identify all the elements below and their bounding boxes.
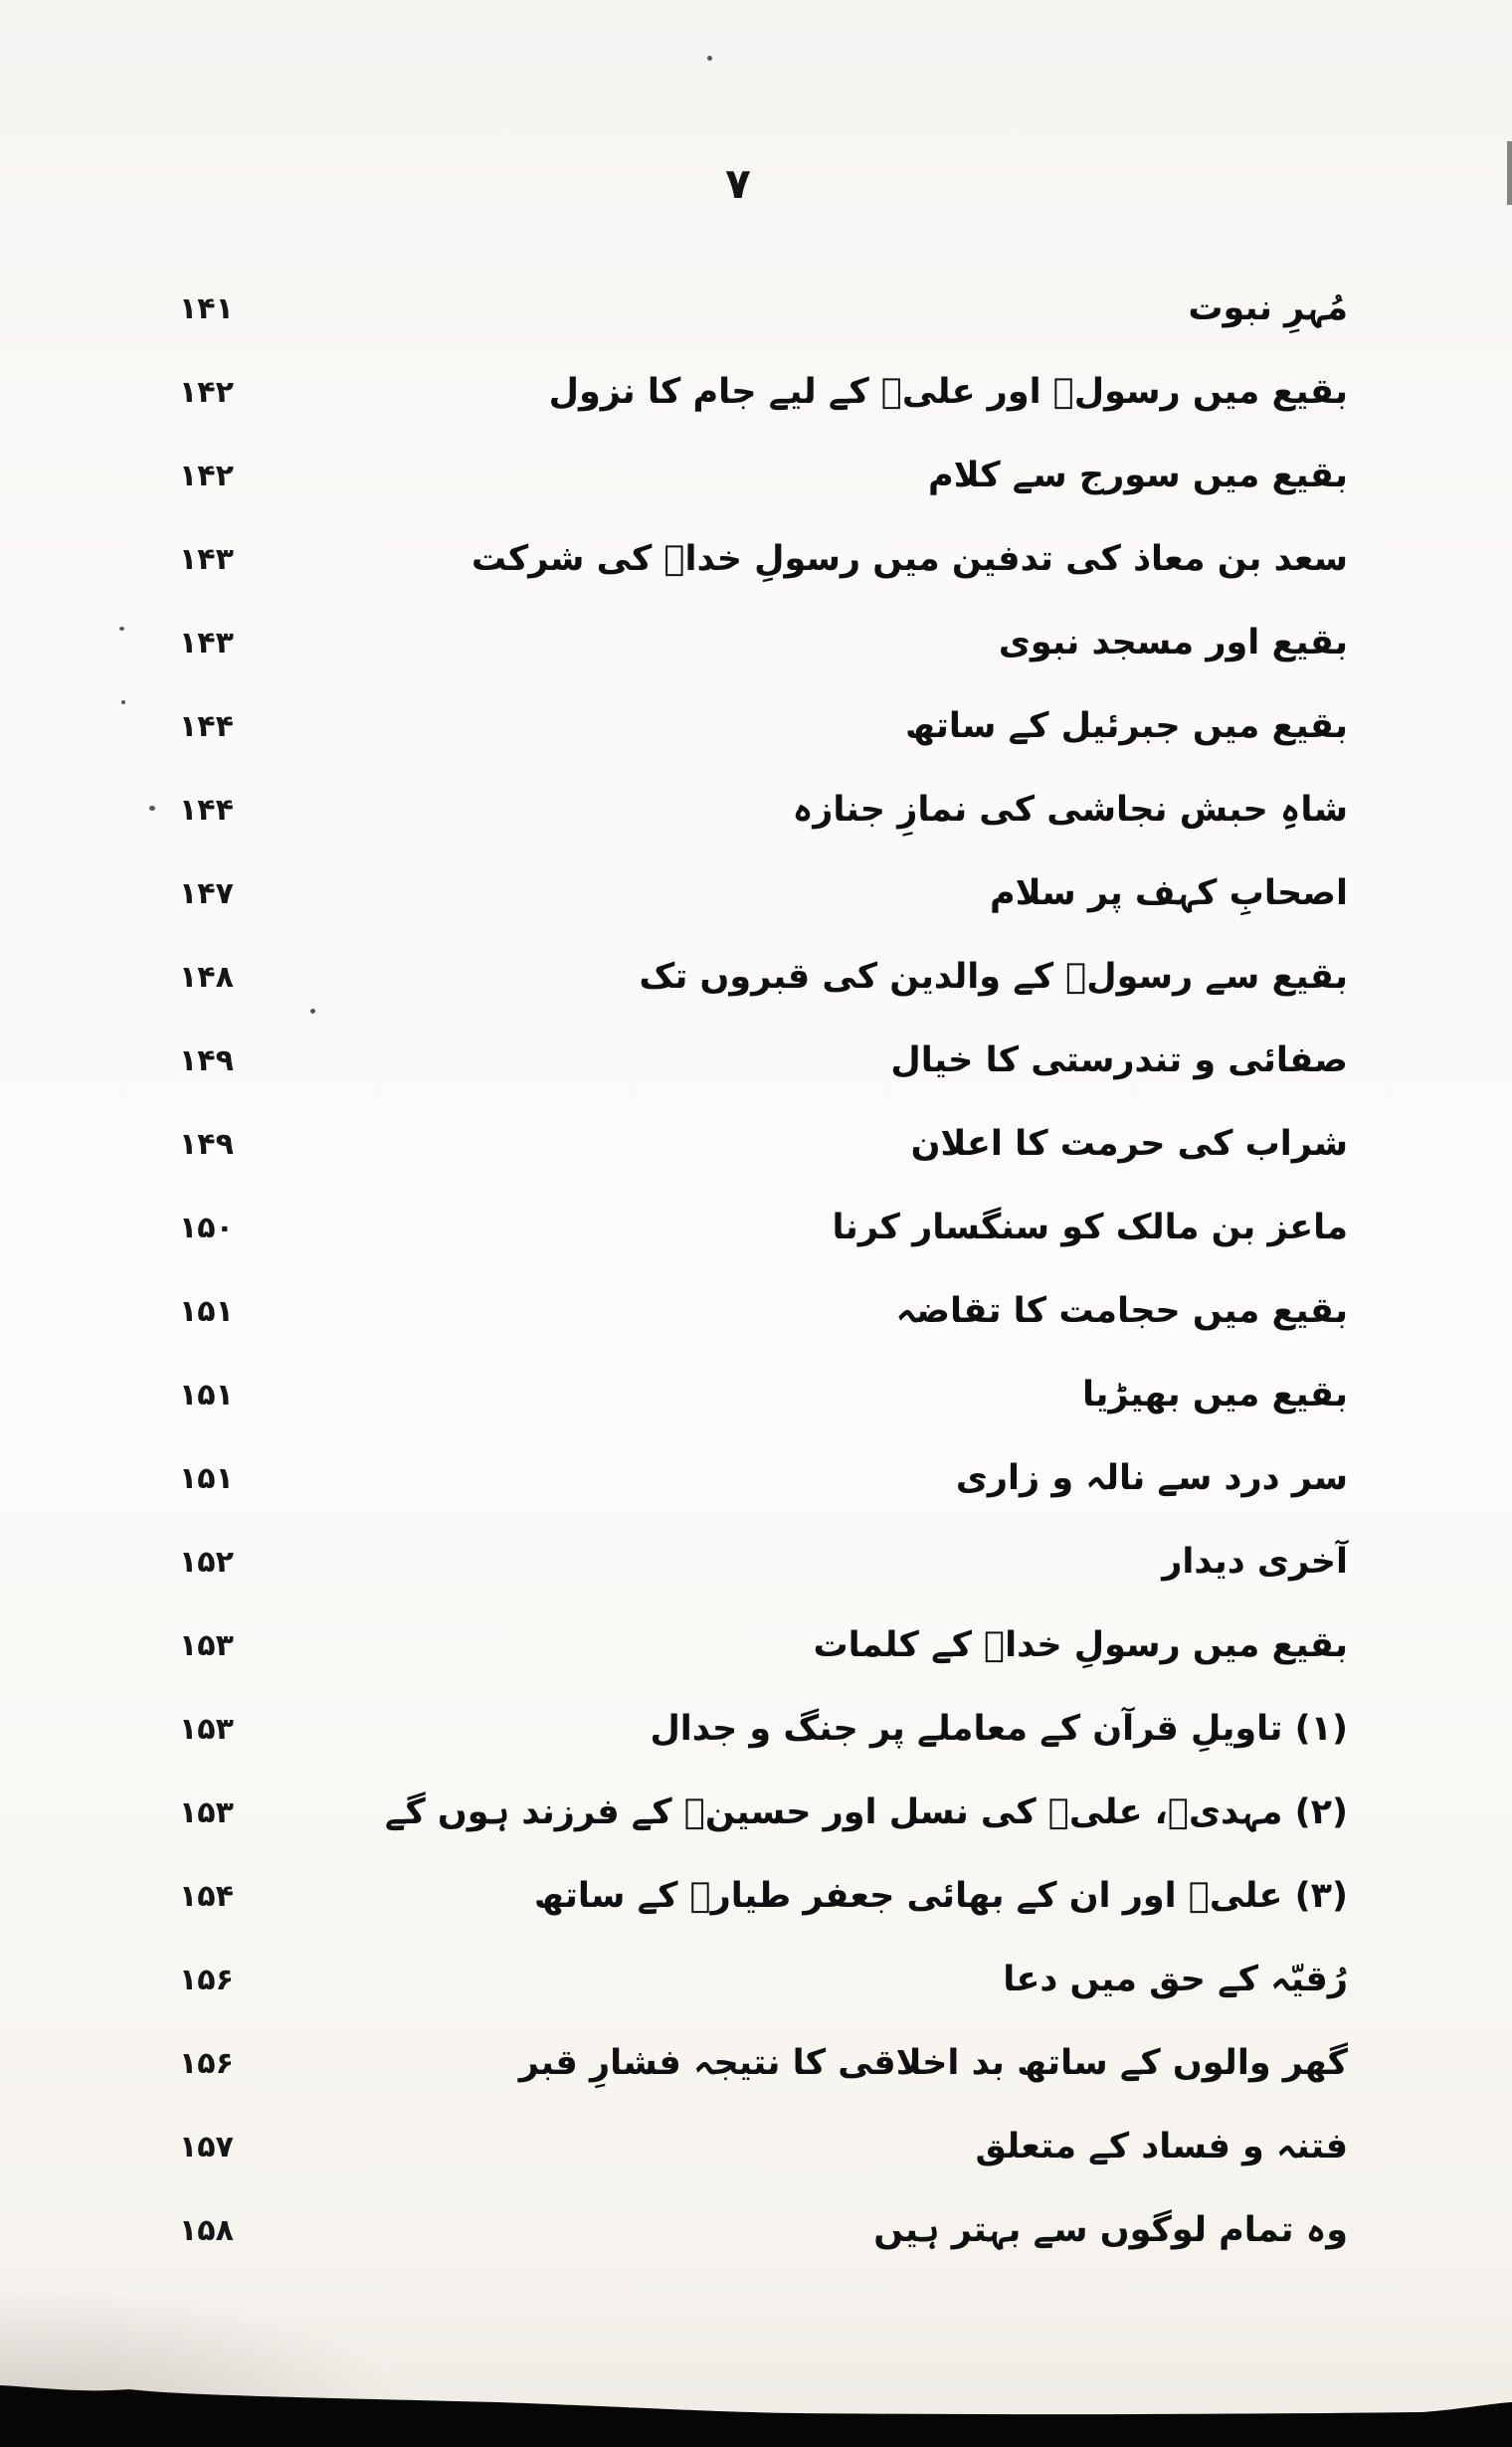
toc-entry-page-number: ۱۵۳ — [179, 1711, 234, 1747]
table-of-contents — [179, 267, 1348, 2272]
toc-entry-title: (۳) علیؑ اور ان کے بھائی جعفر طیارؑ کے ساتھ — [533, 1876, 1348, 1916]
toc-entry-page-number: ۱۵۲ — [179, 1544, 234, 1580]
toc-entry — [179, 267, 1348, 350]
scan-speck — [121, 700, 125, 704]
toc-entry-title: بقیع میں سورج سے کلام — [928, 456, 1348, 495]
toc-entry-page-number: ۱۴۹ — [179, 1042, 234, 1078]
toc-entry-title: اصحابِ کہف پر سلام — [989, 873, 1348, 913]
toc-entry — [179, 1353, 1348, 1436]
toc-entry-page-number: ۱۵۷ — [179, 2129, 234, 2165]
toc-entry-title: بقیع میں بھیڑیا — [1082, 1375, 1348, 1414]
toc-entry-title: سر درد سے نالہ و زاری — [955, 1458, 1348, 1498]
toc-entry — [179, 350, 1348, 434]
toc-entry — [179, 1854, 1348, 1938]
toc-entry-title: (۱) تاویلِ قرآن کے معاملے پر جنگ و جدال — [650, 1709, 1348, 1749]
toc-entry-title: بقیع میں جبرئیل کے ساتھ — [904, 706, 1348, 746]
toc-entry-page-number: ۱۴۲ — [179, 458, 234, 493]
toc-entry — [179, 2021, 1348, 2105]
toc-entry — [179, 1019, 1348, 1102]
toc-entry-page-number: ۱۴۳ — [179, 541, 234, 577]
toc-entry — [179, 1102, 1348, 1186]
toc-entry — [179, 684, 1348, 768]
toc-entry-page-number: ۱۴۱ — [179, 290, 234, 326]
toc-entry-title: فتنہ و فساد کے متعلق — [975, 2127, 1348, 2166]
toc-entry-page-number: ۱۵۱ — [179, 1460, 234, 1496]
toc-entry-title: بقیع اور مسجد نبوی — [998, 623, 1348, 662]
toc-entry-page-number: ۱۵۱ — [179, 1377, 234, 1412]
toc-entry-page-number: ۱۵۴ — [179, 1878, 234, 1914]
toc-entry-title: صفائی و تندرستی کا خیال — [890, 1040, 1348, 1080]
toc-entry — [179, 601, 1348, 684]
toc-entry — [179, 1938, 1348, 2021]
toc-entry-title: شاہِ حبش نجاشی کی نمازِ جنازہ — [792, 790, 1348, 830]
toc-entry — [179, 1269, 1348, 1353]
toc-entry-title: رُقیّہ کے حق میں دعا — [1003, 1960, 1348, 1999]
toc-entry-title: شراب کی حرمت کا اعلان — [910, 1124, 1348, 1164]
toc-entry-page-number: ۱۵۸ — [179, 2212, 234, 2248]
toc-entry-page-number: ۱۵۶ — [179, 1962, 234, 1997]
toc-entry-page-number: ۱۴۴ — [179, 708, 234, 744]
toc-entry-page-number: ۱۴۷ — [179, 875, 234, 911]
toc-entry — [179, 517, 1348, 601]
toc-entry — [179, 1186, 1348, 1269]
toc-entry-title: بقیع میں حجامت کا تقاضہ — [895, 1291, 1348, 1331]
toc-entry — [179, 2188, 1348, 2272]
toc-entry-title: سعد بن معاذ کی تدفین میں رسولِ خداؐ کی شرکت — [471, 539, 1348, 579]
toc-entry — [179, 935, 1348, 1019]
toc-entry-title: (۲) مہدیؑ، علیؑ کی نسل اور حسینؑ کے فرزند ہوں گے — [384, 1792, 1348, 1832]
toc-entry-title: بقیع میں رسولِ خداؐ کے کلمات — [813, 1625, 1348, 1665]
toc-entry-title: آخری دیدار — [1162, 1542, 1348, 1582]
scan-speck — [149, 806, 155, 811]
toc-entry — [179, 768, 1348, 851]
toc-entry-page-number: ۱۵۶ — [179, 2045, 234, 2081]
toc-entry-title: گھر والوں کے ساتھ بد اخلاقی کا نتیجہ فشارِ قبر — [518, 2043, 1348, 2083]
toc-entry-page-number: ۱۵۳ — [179, 1627, 234, 1663]
toc-entry-page-number: ۱۴۴ — [179, 792, 234, 828]
scan-speck — [310, 1009, 315, 1014]
toc-entry-page-number: ۱۵۰ — [179, 1210, 234, 1245]
toc-entry-page-number: ۱۴۸ — [179, 959, 234, 995]
toc-entry-title: مُہرِ نبوت — [1188, 288, 1348, 328]
toc-entry — [179, 2105, 1348, 2188]
toc-entry-page-number: ۱۵۱ — [179, 1293, 234, 1329]
toc-entry-title: بقیع سے رسولؐ کے والدین کی قبروں تک — [639, 957, 1348, 997]
toc-entry — [179, 1520, 1348, 1603]
toc-entry — [179, 434, 1348, 517]
toc-entry-title: وہ تمام لوگوں سے بہتر ہیں — [873, 2210, 1348, 2250]
page-number: ۷ — [725, 159, 751, 208]
toc-entry-page-number: ۱۵۳ — [179, 1794, 234, 1830]
toc-entry-title: ماعز بن مالک کو سنگسار کرنا — [832, 1208, 1348, 1247]
scan-speck — [707, 56, 712, 61]
toc-entry-page-number: ۱۴۲ — [179, 374, 234, 410]
toc-entry — [179, 1603, 1348, 1687]
scan-edge-right-artifact — [1507, 141, 1512, 205]
scan-edge-bottom — [0, 2367, 1512, 2447]
toc-entry-page-number: ۱۴۳ — [179, 625, 234, 660]
toc-entry-title: بقیع میں رسولؐ اور علیؑ کے لیے جام کا نزول — [548, 372, 1348, 412]
toc-entry — [179, 851, 1348, 935]
toc-entry-page-number: ۱۴۹ — [179, 1126, 234, 1162]
toc-entry — [179, 1436, 1348, 1520]
scan-speck — [119, 627, 124, 631]
toc-entry — [179, 1771, 1348, 1854]
toc-entry — [179, 1687, 1348, 1771]
